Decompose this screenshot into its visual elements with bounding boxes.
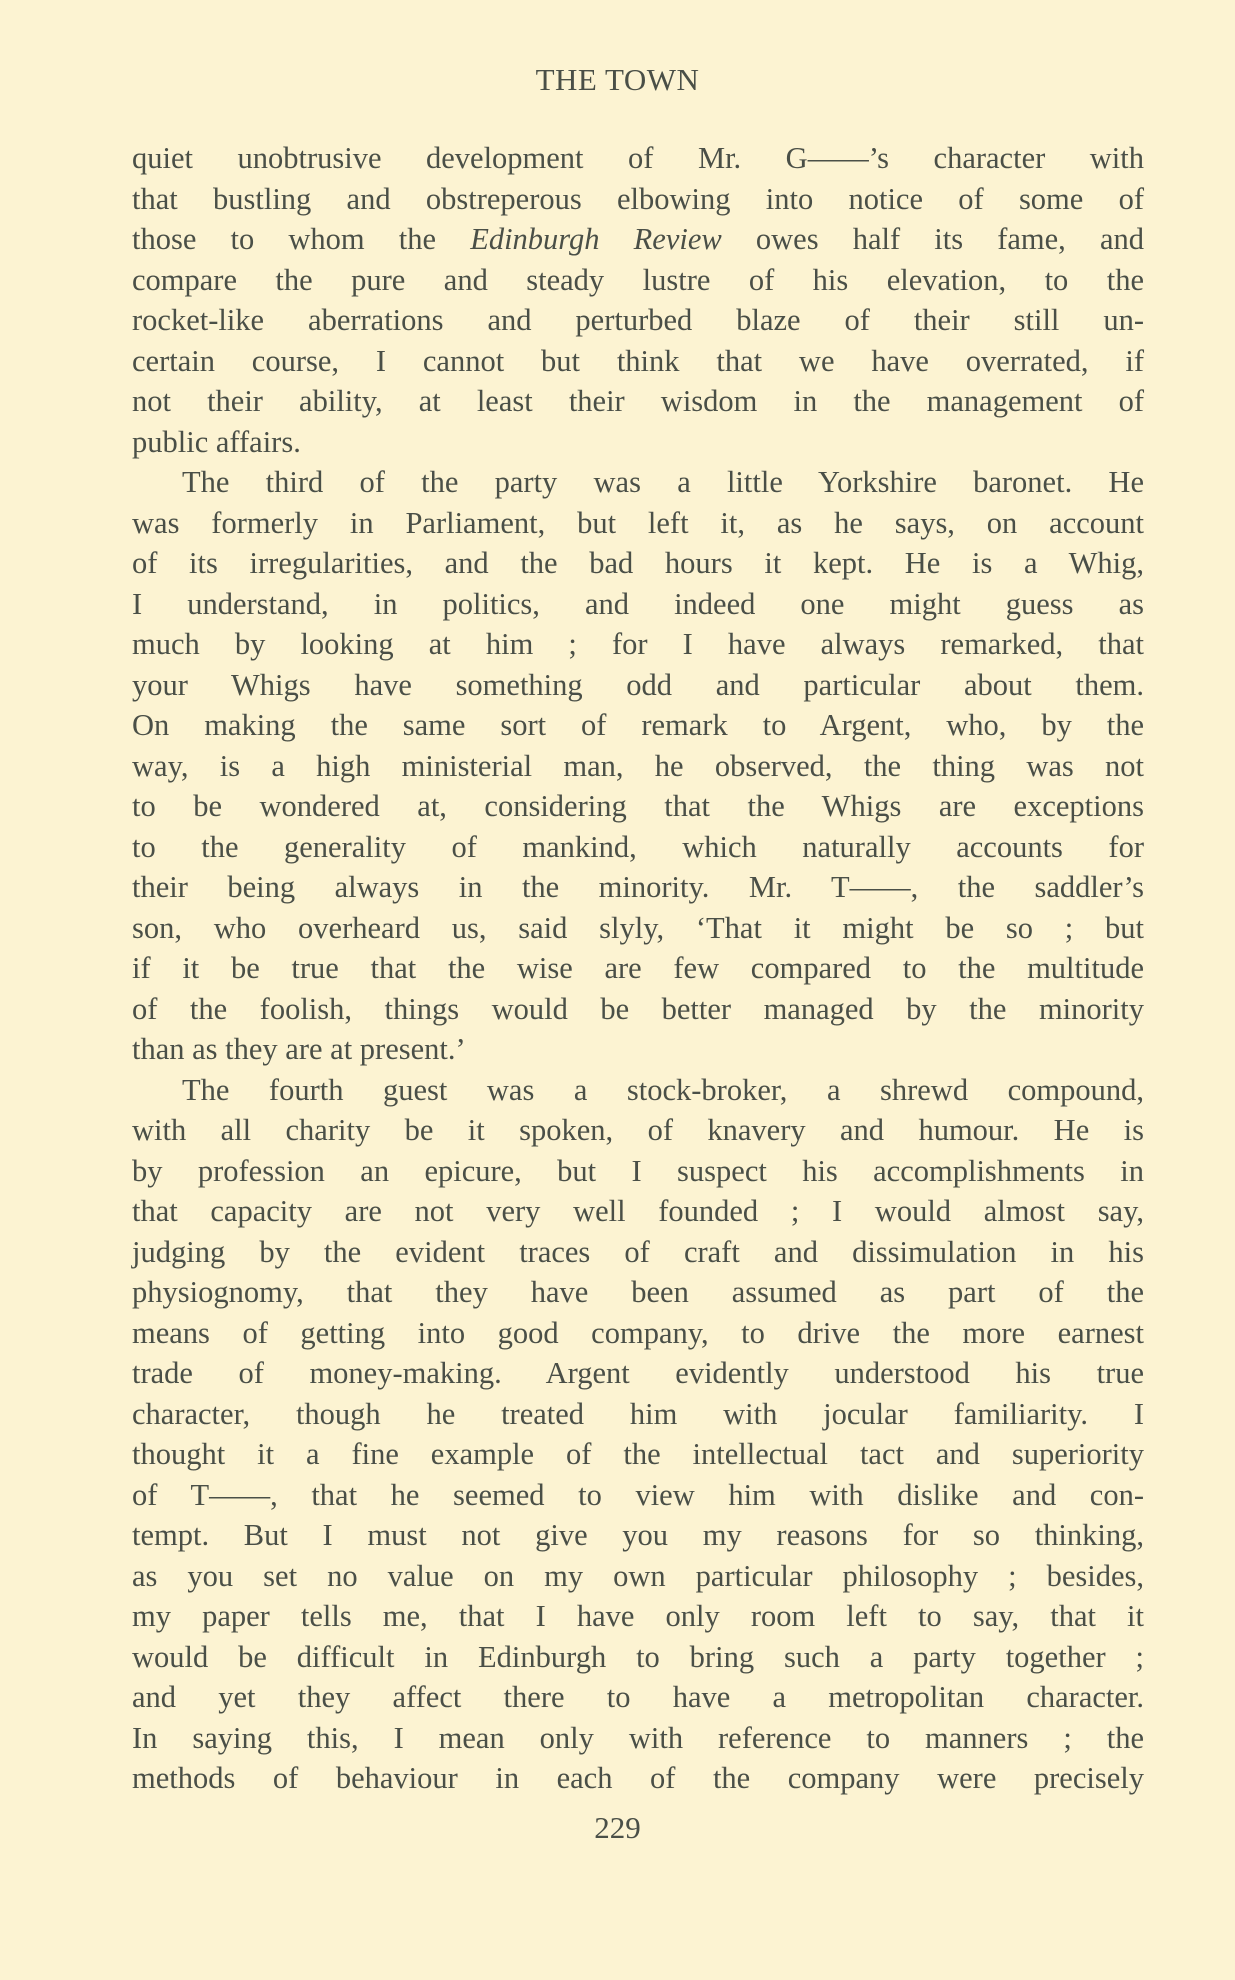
text-line: compare the pure and steady lustre of his elevation, to the — [132, 262, 1144, 297]
text-segment: owes half its fame, and — [721, 222, 1144, 256]
text-line: tempt. But I must not give you my reasons for so thinking, — [132, 1518, 1144, 1552]
text-line: methods of behaviour in each of the company were precisely — [132, 1761, 1144, 1795]
text-line: and yet they affect there to have a metropolitan character. — [132, 1680, 1144, 1714]
italic-title: Edinburgh Review — [470, 222, 722, 256]
text-line: certain course, I cannot but think that we have overrated, if — [132, 343, 1144, 378]
text-line: of the foolish, things would be better managed by the minority — [132, 991, 1144, 1026]
text-line: son, who overheard us, said slyly, ‘That it might be so ; but — [132, 910, 1144, 945]
text-line: to be wondered at, considering that the Whigs are exceptions — [132, 789, 1144, 823]
text-line: if it be true that the wise are few compared to the multitude — [132, 951, 1144, 985]
text-line: would be difficult in Edinburgh to bring such a party together ; — [132, 1639, 1144, 1674]
text-line: The third of the party was a little Yorkshire baronet. He — [182, 465, 1144, 499]
text-line: means of getting into good company, to drive the more earnest — [132, 1315, 1144, 1350]
text-line: that capacity are not very well founded ; I would almost say, — [132, 1194, 1144, 1228]
text-line: was formerly in Parliament, but left it, as he says, on account — [132, 505, 1144, 540]
page-number: 229 — [594, 1810, 641, 1845]
text-line: thought it a fine example of the intellectual tact and superiority — [132, 1437, 1144, 1471]
text-line: not their ability, at least their wisdom in the management of — [132, 384, 1144, 418]
text-line: to the generality of mankind, which naturally accounts for — [132, 829, 1144, 864]
text-line: character, though he treated him with jocular familiarity. I — [132, 1396, 1144, 1431]
text-line: In saying this, I mean only with reference to manners ; the — [132, 1720, 1144, 1755]
body-text — [132, 138, 1144, 1799]
text-line: that bustling and obstreperous elbowing into notice of some of — [132, 181, 1144, 216]
text-line: I understand, in politics, and indeed one might guess as — [132, 586, 1144, 621]
text-line: of its irregularities, and the bad hours it kept. He is a Whig, — [132, 546, 1144, 580]
text-line: much by looking at him ; for I have always remarked, that — [132, 627, 1144, 661]
text-line: public affairs. — [132, 424, 301, 459]
text-line: as you set no value on my own particular philosophy ; besides, — [132, 1558, 1144, 1593]
text-line: my paper tells me, that I have only room left to say, that it — [132, 1599, 1144, 1633]
text-line — [132, 219, 1144, 260]
text-line: with all charity be it spoken, of knavery and humour. He is — [132, 1113, 1144, 1147]
text-line: by profession an epicure, but I suspect his accomplishments in — [132, 1153, 1144, 1188]
text-line: On making the same sort of remark to Argent, who, by the — [132, 708, 1144, 742]
text-line: their being always in the minority. Mr. T——, the saddler’s — [132, 870, 1144, 904]
text-line: physiognomy, that they have been assumed as part of the — [132, 1275, 1144, 1309]
text-line: The fourth guest was a stock-broker, a shrewd compound, — [182, 1072, 1144, 1107]
text-line: judging by the evident traces of craft and dissimulation in his — [132, 1234, 1144, 1269]
running-head: THE TOWN — [535, 62, 700, 97]
text-line: rocket-like aberrations and perturbed blaze of their still un- — [132, 303, 1144, 337]
text-line: trade of money-making. Argent evidently understood his true — [132, 1356, 1144, 1390]
text-segment: those to whom the — [132, 222, 471, 256]
text-line: your Whigs have something odd and particular about them. — [132, 667, 1144, 702]
text-line: than as they are at present.’ — [132, 1032, 466, 1066]
text-line: quiet unobtrusive development of Mr. G——’s character with — [132, 141, 1144, 175]
text-line: of T——, that he seemed to view him with dislike and con- — [132, 1477, 1144, 1512]
text-line: way, is a high ministerial man, he observed, the thing was not — [132, 748, 1144, 783]
